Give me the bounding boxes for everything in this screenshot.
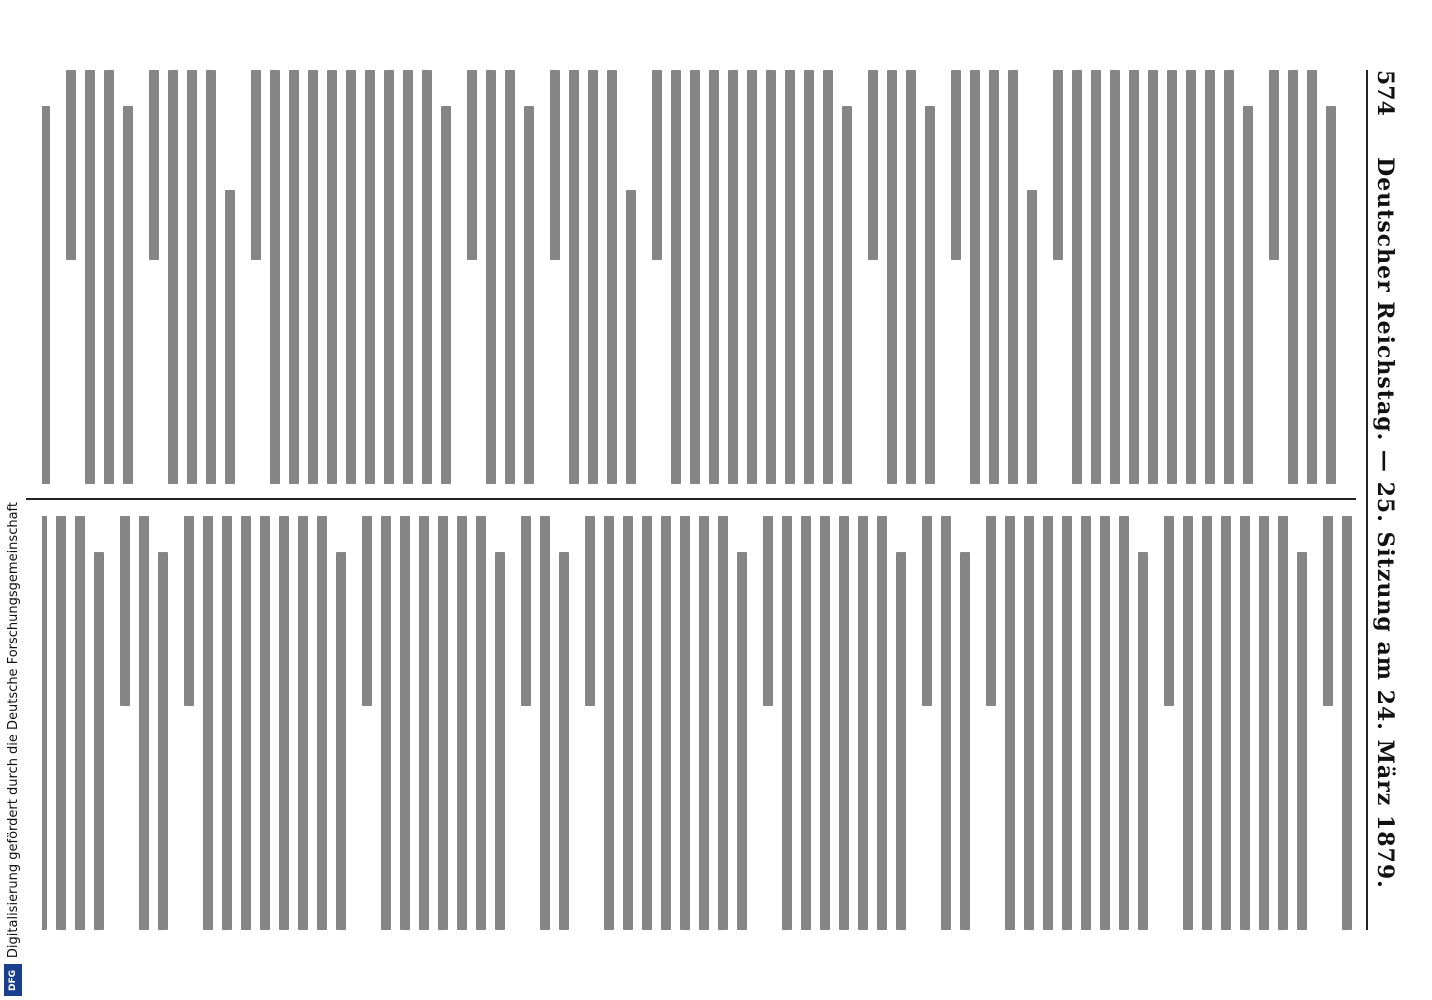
text-line — [801, 516, 811, 930]
text-line — [381, 516, 391, 930]
text-line — [887, 70, 897, 484]
text-line — [289, 70, 299, 484]
text-line — [1164, 516, 1174, 706]
text-line — [346, 70, 356, 484]
text-line — [1119, 516, 1129, 930]
text-line — [823, 70, 833, 484]
text-line — [158, 552, 168, 930]
text-line — [820, 516, 830, 930]
text-line — [279, 516, 289, 930]
text-line — [989, 70, 999, 484]
text-line — [709, 70, 719, 484]
text-line — [941, 516, 951, 930]
text-line — [1240, 516, 1250, 930]
text-line — [1307, 70, 1317, 484]
text-line — [1243, 106, 1253, 484]
text-line — [960, 552, 970, 930]
text-line — [1202, 516, 1212, 930]
text-line — [1269, 70, 1279, 260]
text-line — [661, 516, 671, 930]
text-line — [1100, 516, 1110, 930]
text-line — [260, 516, 270, 930]
text-line — [1005, 516, 1015, 930]
text-line — [925, 106, 935, 484]
text-line — [877, 516, 887, 930]
text-line — [986, 516, 996, 706]
text-line — [1043, 516, 1053, 930]
text-line — [1110, 70, 1120, 484]
credit-text: Digitalisierung gefördert durch die Deutsche Forschungsgemeinschaft — [5, 501, 21, 958]
text-line — [699, 516, 709, 930]
text-line — [139, 516, 149, 930]
running-head — [1366, 70, 1402, 930]
text-line — [1053, 70, 1063, 260]
text-line — [550, 70, 560, 260]
text-line — [206, 70, 216, 484]
text-line — [623, 516, 633, 930]
text-line — [842, 106, 852, 484]
text-line — [384, 70, 394, 484]
text-line — [403, 70, 413, 484]
text-line — [400, 516, 410, 930]
text-line — [922, 516, 932, 706]
text-line — [187, 70, 197, 484]
text-line — [970, 70, 980, 484]
text-line — [1062, 516, 1072, 930]
text-line — [680, 516, 690, 930]
text-line — [66, 70, 76, 260]
text-line — [868, 70, 878, 260]
text-line — [1138, 552, 1148, 930]
column-divider — [26, 498, 1356, 500]
text-line — [804, 70, 814, 484]
text-line — [419, 516, 429, 930]
text-line — [298, 516, 308, 930]
text-line — [308, 70, 318, 484]
page-number: 574 — [1372, 70, 1398, 116]
text-line — [317, 516, 327, 930]
text-line — [1024, 516, 1034, 930]
text-line — [241, 516, 251, 930]
text-line — [457, 516, 467, 930]
text-line — [1288, 70, 1298, 484]
text-line — [524, 106, 534, 484]
text-line — [149, 70, 159, 260]
text-line — [626, 190, 636, 484]
text-line — [521, 516, 531, 706]
text-line — [476, 516, 486, 930]
text-line — [1297, 552, 1307, 930]
text-line — [168, 70, 178, 484]
text-line — [1278, 516, 1288, 930]
text-line — [251, 70, 261, 260]
text-line — [1027, 190, 1037, 484]
text-line — [690, 70, 700, 484]
text-line — [42, 516, 47, 930]
text-column-left — [42, 70, 1352, 484]
text-line — [785, 70, 795, 484]
text-line — [336, 552, 346, 930]
text-line — [104, 70, 114, 484]
text-line — [737, 552, 747, 930]
text-line — [858, 516, 868, 930]
text-line — [1072, 70, 1082, 484]
text-line — [56, 516, 66, 930]
text-line — [585, 516, 595, 706]
text-line — [438, 516, 448, 930]
text-line — [896, 552, 906, 930]
text-line — [652, 70, 662, 260]
text-line — [569, 70, 579, 484]
text-line — [588, 70, 598, 484]
text-line — [222, 516, 232, 930]
text-line — [505, 70, 515, 484]
text-line — [604, 516, 614, 930]
text-line — [728, 70, 738, 484]
text-line — [747, 70, 757, 484]
text-line — [1183, 516, 1193, 930]
text-line — [839, 516, 849, 930]
text-line — [1221, 516, 1231, 930]
text-line — [540, 516, 550, 930]
text-line — [327, 70, 337, 484]
text-line — [642, 516, 652, 930]
text-line — [422, 70, 432, 484]
text-line — [607, 70, 617, 484]
text-line — [1342, 516, 1352, 930]
text-line — [203, 516, 213, 930]
text-line — [763, 516, 773, 706]
text-line — [1148, 70, 1158, 484]
text-line — [1167, 70, 1177, 484]
text-line — [1259, 516, 1269, 930]
text-line — [1008, 70, 1018, 484]
text-line — [718, 516, 728, 930]
text-line — [1205, 70, 1215, 484]
text-line — [362, 516, 372, 706]
text-line — [441, 106, 451, 484]
text-line — [1129, 70, 1139, 484]
text-line — [1186, 70, 1196, 484]
text-line — [225, 190, 235, 484]
text-line — [123, 106, 133, 484]
text-line — [42, 106, 50, 484]
text-line — [270, 70, 280, 484]
running-head-title: Deutscher Reichstag. — 25. Sitzung am 24. März 1879. — [1372, 157, 1398, 889]
text-column-right — [42, 516, 1352, 930]
text-line — [906, 70, 916, 484]
text-line — [85, 70, 95, 484]
text-line — [671, 70, 681, 484]
text-line — [1224, 70, 1234, 484]
text-line — [467, 70, 477, 260]
text-line — [951, 70, 961, 260]
text-line — [486, 70, 496, 484]
digitization-credit — [0, 0, 26, 1000]
text-line — [94, 552, 104, 930]
text-line — [1326, 106, 1336, 484]
text-line — [1081, 516, 1091, 930]
text-line — [75, 516, 85, 930]
document-page — [6, 0, 1426, 1000]
text-line — [1091, 70, 1101, 484]
text-line — [782, 516, 792, 930]
text-line — [1323, 516, 1333, 706]
dfg-logo-icon: DFG — [4, 964, 22, 996]
text-line — [120, 516, 130, 706]
text-line — [559, 552, 569, 930]
text-line — [766, 70, 776, 484]
text-line — [184, 516, 194, 706]
text-line — [365, 70, 375, 484]
text-line — [495, 552, 505, 930]
